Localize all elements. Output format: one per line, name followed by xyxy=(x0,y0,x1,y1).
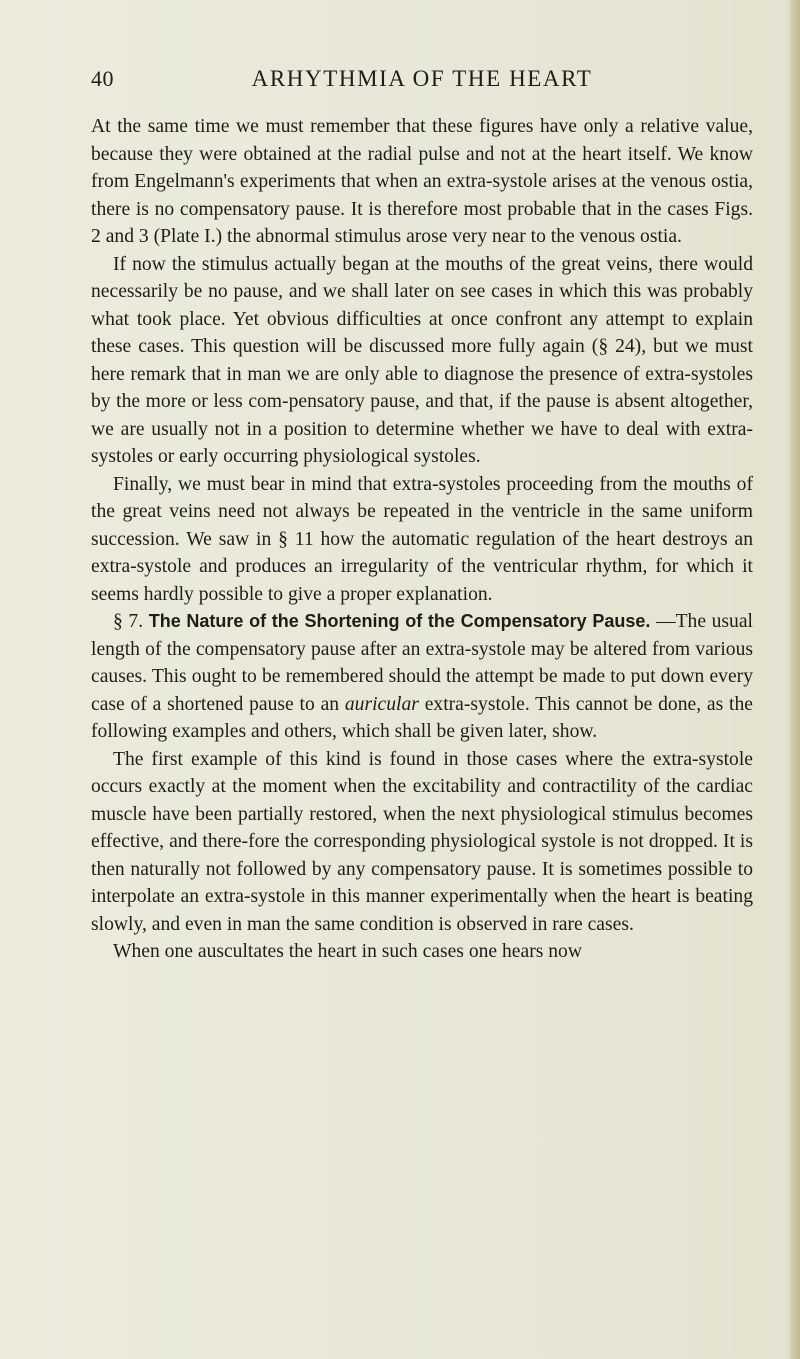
paragraph-1: At the same time we must remember that these figures have only a relative value, because they were obtained at the radial pulse and not at the heart itself. We know from Engelmann's experiments that when an extra-systole arises at the venous ostia, there is no compensatory pause. It is therefore most probable that in the cases Figs. 2 and 3 (Plate I.) the abnormal stimulus arose very near to the venous ostia. xyxy=(91,116,753,247)
running-head: ARHYTHMIA OF THE HEART xyxy=(251,66,593,91)
paragraph-2: If now the stimulus actually began at the mouths of the great veins, there would necessarily be no pause, and we shall later on see cases in which this was probably what took place. Yet obvious difficulties at once confront any attempt to explain these cases. This question will be discussed more fully again (§ 24), but we must here remark that in man we are only able to diagnose the presence of extra-systoles by the more or less com-pensatory pause, and that, if the pause is absent altogether, we are usually not in a position to determine whether we have to deal with extra-systoles or early occurring physiological systoles. xyxy=(91,253,753,467)
section-number: § 7. xyxy=(113,611,144,632)
page-header xyxy=(91,64,753,94)
page-edge xyxy=(788,0,800,1359)
emphasis-auricular: auricular xyxy=(344,693,419,715)
section-heading: The Nature of the Shortening of the Compensatory Pause. xyxy=(148,611,651,631)
paragraph-4-text-a: —The usual length of the compensatory pause after an extra-systole may be altered from various causes. This ought to be remembered should the attempt be made to put down every case of a shortened pause to an xyxy=(91,611,753,715)
paragraph-4 xyxy=(91,608,753,746)
paragraph-4-text-b: extra-systole. This cannot be done, as the following examples and others, which shall be given later, show. xyxy=(91,693,753,742)
page-number: 40 xyxy=(91,66,114,91)
paragraph-3: Finally, we must bear in mind that extra-systoles proceeding from the mouths of the great veins need not always be repeated in the ventricle in the same uniform succession. We saw in § 11 how the automatic regulation of the heart destroys an extra-systole and produces an irregularity of the ventricular rhythm, for which it seems hardly possible to give a proper explanation. xyxy=(91,473,753,605)
paragraph-5: The first example of this kind is found in those cases where the extra-systole occurs exactly at the moment when the excitability and contractility of the cardiac muscle have been partially restored, when the next physiological stimulus becomes effective, and there-fore the corresponding physiological systole is not dropped. It is then naturally not followed by any compensatory pause. It is sometimes possible to interpolate an extra-systole in this manner experimentally when the heart is beating slowly, and even in man the same condition is observed in rare cases. xyxy=(91,748,753,935)
paragraph-6: When one auscultates the heart in such cases one hears now xyxy=(113,941,582,962)
body-text xyxy=(91,113,753,966)
